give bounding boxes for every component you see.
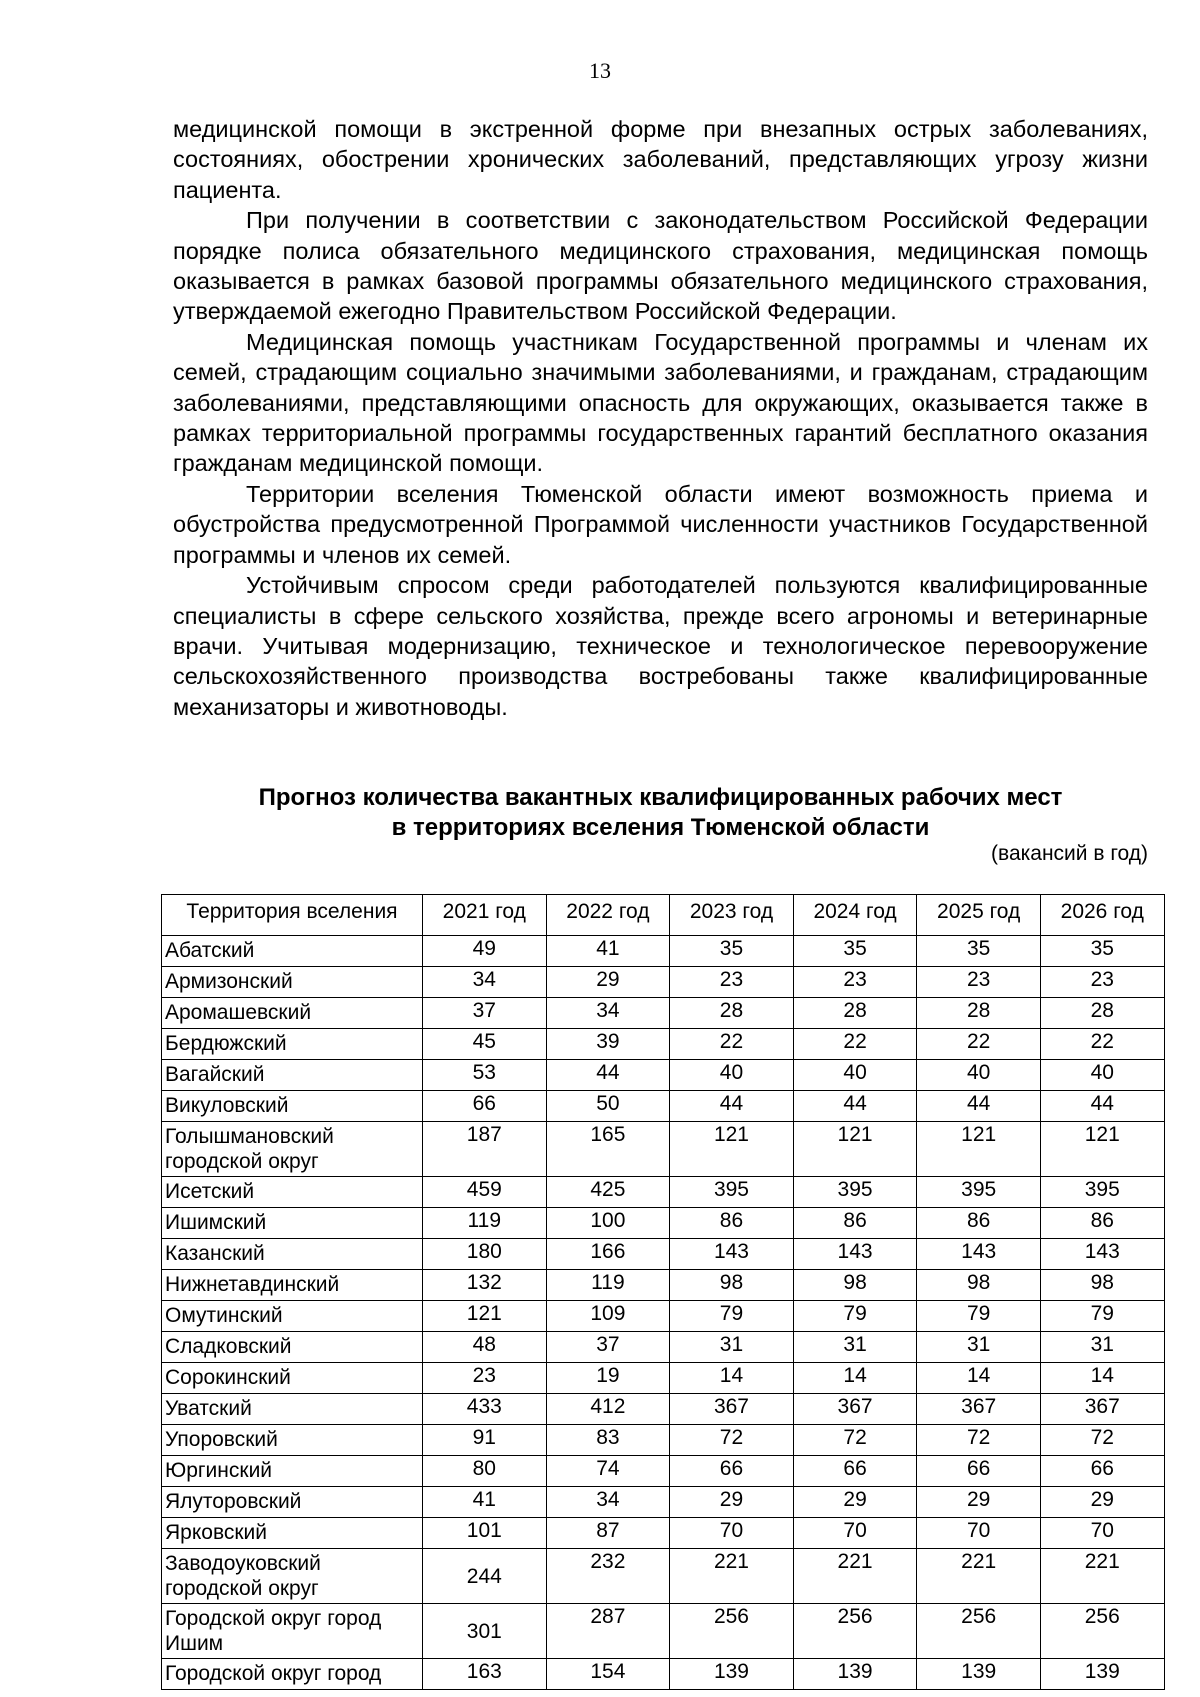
body-text bbox=[173, 114, 1148, 722]
territory-name-cell: Ишимский bbox=[162, 1208, 423, 1239]
vacancy-count-cell: 49 bbox=[423, 936, 547, 967]
territory-name-cell: Юргинский bbox=[162, 1456, 423, 1487]
territory-name-cell: Нижнетавдинский bbox=[162, 1270, 423, 1301]
table-row bbox=[162, 1208, 1165, 1239]
vacancy-count-cell: 48 bbox=[423, 1332, 547, 1363]
vacancy-count-cell: 40 bbox=[1040, 1060, 1164, 1091]
vacancy-count-cell: 41 bbox=[423, 1487, 547, 1518]
vacancy-count-cell: 23 bbox=[670, 967, 794, 998]
vacancy-count-cell: 14 bbox=[670, 1363, 794, 1394]
territory-name-cell: Бердюжский bbox=[162, 1029, 423, 1060]
vacancy-count-cell: 79 bbox=[793, 1301, 917, 1332]
vacancy-count-cell: 101 bbox=[423, 1518, 547, 1549]
paragraph: Устойчивым спросом среди работодателей пользуются квалифицированные специалисты в сфере сельского хозяйства, прежде всего агрономы и ветеринарные врачи. Учитывая модернизацию, техническое и технологическое перевооружение сельскохозяйственного производства востребованы также квалифицированные механизаторы и животноводы. bbox=[173, 572, 1148, 720]
column-header-year: 2024 год bbox=[793, 895, 917, 936]
page-number: 13 bbox=[589, 58, 611, 83]
territory-name-cell: Городской округ город Ишим bbox=[162, 1604, 423, 1659]
vacancy-count-cell: 256 bbox=[917, 1604, 1041, 1659]
vacancy-count-cell: 35 bbox=[917, 936, 1041, 967]
territory-name-cell: Сорокинский bbox=[162, 1363, 423, 1394]
table-row bbox=[162, 1270, 1165, 1301]
vacancy-count-cell: 28 bbox=[670, 998, 794, 1029]
vacancy-count-cell: 80 bbox=[423, 1456, 547, 1487]
vacancy-count-cell: 53 bbox=[423, 1060, 547, 1091]
vacancy-count-cell: 79 bbox=[917, 1301, 1041, 1332]
vacancy-count-cell: 39 bbox=[546, 1029, 670, 1060]
vacancy-count-cell: 34 bbox=[546, 998, 670, 1029]
table-header-row bbox=[162, 895, 1165, 936]
vacancy-count-cell: 86 bbox=[670, 1208, 794, 1239]
vacancy-count-cell: 66 bbox=[917, 1456, 1041, 1487]
vacancy-count-cell: 28 bbox=[793, 998, 917, 1029]
vacancy-count-cell: 29 bbox=[546, 967, 670, 998]
vacancy-count-cell: 244 bbox=[423, 1549, 547, 1604]
column-header-year: 2022 год bbox=[546, 895, 670, 936]
vacancy-count-cell: 72 bbox=[670, 1425, 794, 1456]
vacancy-count-cell: 100 bbox=[546, 1208, 670, 1239]
table-row bbox=[162, 1456, 1165, 1487]
table-title bbox=[173, 783, 1148, 843]
column-header-year: 2025 год bbox=[917, 895, 1041, 936]
territory-name-cell: Уватский bbox=[162, 1394, 423, 1425]
territory-name-cell: Вагайский bbox=[162, 1060, 423, 1091]
vacancy-count-cell: 72 bbox=[793, 1425, 917, 1456]
vacancy-count-cell: 143 bbox=[917, 1239, 1041, 1270]
table-row bbox=[162, 1659, 1165, 1690]
vacancy-count-cell: 367 bbox=[670, 1394, 794, 1425]
vacancy-count-cell: 23 bbox=[793, 967, 917, 998]
vacancy-count-cell: 70 bbox=[1040, 1518, 1164, 1549]
territory-name-cell: Ялуторовский bbox=[162, 1487, 423, 1518]
table-title-line: в территориях вселения Тюменской области bbox=[391, 814, 930, 841]
table-row bbox=[162, 1604, 1165, 1659]
vacancy-count-cell: 425 bbox=[546, 1177, 670, 1208]
vacancy-count-cell: 221 bbox=[1040, 1549, 1164, 1604]
vacancy-count-cell: 66 bbox=[1040, 1456, 1164, 1487]
vacancy-count-cell: 66 bbox=[423, 1091, 547, 1122]
vacancy-count-cell: 23 bbox=[423, 1363, 547, 1394]
vacancy-count-cell: 256 bbox=[670, 1604, 794, 1659]
territory-name-cell: Заводоуковский городской округ bbox=[162, 1549, 423, 1604]
vacancy-count-cell: 72 bbox=[1040, 1425, 1164, 1456]
column-header-year: 2026 год bbox=[1040, 895, 1164, 936]
vacancy-count-cell: 40 bbox=[670, 1060, 794, 1091]
vacancy-count-cell: 34 bbox=[546, 1487, 670, 1518]
vacancy-count-cell: 121 bbox=[1040, 1122, 1164, 1177]
vacancy-count-cell: 41 bbox=[546, 936, 670, 967]
vacancy-count-cell: 44 bbox=[1040, 1091, 1164, 1122]
table-row bbox=[162, 1363, 1165, 1394]
vacancy-count-cell: 29 bbox=[670, 1487, 794, 1518]
vacancy-count-cell: 37 bbox=[546, 1332, 670, 1363]
vacancy-count-cell: 256 bbox=[1040, 1604, 1164, 1659]
vacancy-count-cell: 139 bbox=[1040, 1659, 1164, 1690]
table-row bbox=[162, 1332, 1165, 1363]
vacancy-count-cell: 301 bbox=[423, 1604, 547, 1659]
vacancy-count-cell: 22 bbox=[793, 1029, 917, 1060]
territory-name-cell: Исетский bbox=[162, 1177, 423, 1208]
territory-name-cell: Сладковский bbox=[162, 1332, 423, 1363]
vacancy-count-cell: 28 bbox=[917, 998, 1041, 1029]
table-row bbox=[162, 1177, 1165, 1208]
vacancy-count-cell: 50 bbox=[546, 1091, 670, 1122]
vacancy-count-cell: 31 bbox=[670, 1332, 794, 1363]
vacancy-count-cell: 31 bbox=[917, 1332, 1041, 1363]
territory-name-cell: Ярковский bbox=[162, 1518, 423, 1549]
vacancy-count-cell: 143 bbox=[793, 1239, 917, 1270]
vacancy-count-cell: 35 bbox=[793, 936, 917, 967]
vacancy-count-cell: 367 bbox=[1040, 1394, 1164, 1425]
vacancy-count-cell: 40 bbox=[917, 1060, 1041, 1091]
vacancy-count-cell: 66 bbox=[670, 1456, 794, 1487]
vacancy-count-cell: 34 bbox=[423, 967, 547, 998]
vacancy-count-cell: 70 bbox=[917, 1518, 1041, 1549]
territory-name-cell: Городской округ город bbox=[162, 1659, 423, 1690]
territory-name-cell: Казанский bbox=[162, 1239, 423, 1270]
vacancy-count-cell: 187 bbox=[423, 1122, 547, 1177]
vacancy-count-cell: 256 bbox=[793, 1604, 917, 1659]
vacancy-count-cell: 395 bbox=[670, 1177, 794, 1208]
vacancy-count-cell: 221 bbox=[793, 1549, 917, 1604]
territory-name-cell: Армизонский bbox=[162, 967, 423, 998]
vacancy-count-cell: 74 bbox=[546, 1456, 670, 1487]
vacancy-count-cell: 31 bbox=[1040, 1332, 1164, 1363]
vacancy-count-cell: 221 bbox=[917, 1549, 1041, 1604]
vacancy-count-cell: 121 bbox=[917, 1122, 1041, 1177]
vacancy-count-cell: 287 bbox=[546, 1604, 670, 1659]
table-body bbox=[162, 936, 1165, 1690]
vacancy-count-cell: 45 bbox=[423, 1029, 547, 1060]
vacancy-count-cell: 98 bbox=[917, 1270, 1041, 1301]
column-header-year: 2021 год bbox=[423, 895, 547, 936]
vacancy-count-cell: 119 bbox=[423, 1208, 547, 1239]
vacancy-count-cell: 72 bbox=[917, 1425, 1041, 1456]
vacancy-count-cell: 44 bbox=[917, 1091, 1041, 1122]
territory-name-cell: Викуловский bbox=[162, 1091, 423, 1122]
vacancy-count-cell: 121 bbox=[670, 1122, 794, 1177]
vacancy-count-cell: 180 bbox=[423, 1239, 547, 1270]
column-header-year: 2023 год bbox=[670, 895, 794, 936]
paragraph: Территории вселения Тюменской области имеют возможность приема и обустройства предусмотренной Программой численности участников Государственной программы и членов их семей. bbox=[173, 480, 1148, 568]
vacancy-count-cell: 40 bbox=[793, 1060, 917, 1091]
table-row bbox=[162, 1122, 1165, 1177]
vacancy-count-cell: 14 bbox=[793, 1363, 917, 1394]
vacancy-count-cell: 87 bbox=[546, 1518, 670, 1549]
vacancy-count-cell: 232 bbox=[546, 1549, 670, 1604]
vacancy-count-cell: 139 bbox=[917, 1659, 1041, 1690]
vacancy-count-cell: 459 bbox=[423, 1177, 547, 1208]
table-row bbox=[162, 1239, 1165, 1270]
vacancy-count-cell: 14 bbox=[1040, 1363, 1164, 1394]
vacancy-count-cell: 44 bbox=[793, 1091, 917, 1122]
paragraph: медицинской помощи в экстренной форме при внезапных острых заболеваниях, состояниях, обострении хронических заболеваний, представляющих угрозу жизни пациента. bbox=[173, 116, 1148, 203]
vacancy-count-cell: 44 bbox=[546, 1060, 670, 1091]
table-row bbox=[162, 1487, 1165, 1518]
vacancy-count-cell: 98 bbox=[793, 1270, 917, 1301]
vacancy-count-cell: 35 bbox=[1040, 936, 1164, 967]
vacancy-count-cell: 22 bbox=[917, 1029, 1041, 1060]
vacancy-count-cell: 119 bbox=[546, 1270, 670, 1301]
vacancy-count-cell: 121 bbox=[423, 1301, 547, 1332]
territory-name-cell: Аромашевский bbox=[162, 998, 423, 1029]
table-row bbox=[162, 1091, 1165, 1122]
vacancy-count-cell: 14 bbox=[917, 1363, 1041, 1394]
vacancy-count-cell: 121 bbox=[793, 1122, 917, 1177]
table-row bbox=[162, 1549, 1165, 1604]
vacancy-count-cell: 86 bbox=[917, 1208, 1041, 1239]
vacancy-count-cell: 86 bbox=[1040, 1208, 1164, 1239]
table-row bbox=[162, 936, 1165, 967]
vacancy-count-cell: 412 bbox=[546, 1394, 670, 1425]
vacancy-count-cell: 367 bbox=[793, 1394, 917, 1425]
table-row bbox=[162, 967, 1165, 998]
vacancy-count-cell: 221 bbox=[670, 1549, 794, 1604]
vacancy-count-cell: 22 bbox=[1040, 1029, 1164, 1060]
vacancy-count-cell: 367 bbox=[917, 1394, 1041, 1425]
territory-name-cell: Абатский bbox=[162, 936, 423, 967]
territory-name-cell: Упоровский bbox=[162, 1425, 423, 1456]
vacancy-count-cell: 395 bbox=[793, 1177, 917, 1208]
column-header-territory: Территория вселения bbox=[162, 895, 423, 936]
vacancy-count-cell: 29 bbox=[793, 1487, 917, 1518]
vacancy-count-cell: 165 bbox=[546, 1122, 670, 1177]
table-row bbox=[162, 1394, 1165, 1425]
vacancy-count-cell: 163 bbox=[423, 1659, 547, 1690]
table-row bbox=[162, 1029, 1165, 1060]
vacancy-count-cell: 19 bbox=[546, 1363, 670, 1394]
vacancy-count-cell: 70 bbox=[793, 1518, 917, 1549]
vacancy-count-cell: 166 bbox=[546, 1239, 670, 1270]
vacancy-count-cell: 29 bbox=[917, 1487, 1041, 1518]
unit-note: (вакансий в год) bbox=[991, 842, 1148, 865]
table-row bbox=[162, 1301, 1165, 1332]
vacancy-count-cell: 109 bbox=[546, 1301, 670, 1332]
vacancy-count-cell: 143 bbox=[1040, 1239, 1164, 1270]
vacancy-count-cell: 79 bbox=[670, 1301, 794, 1332]
vacancy-count-cell: 23 bbox=[1040, 967, 1164, 998]
vacancy-count-cell: 66 bbox=[793, 1456, 917, 1487]
table-row bbox=[162, 1425, 1165, 1456]
table-row bbox=[162, 998, 1165, 1029]
vacancy-count-cell: 132 bbox=[423, 1270, 547, 1301]
vacancy-count-cell: 395 bbox=[917, 1177, 1041, 1208]
table-row bbox=[162, 1060, 1165, 1091]
vacancy-count-cell: 79 bbox=[1040, 1301, 1164, 1332]
vacancies-table bbox=[161, 894, 1165, 1690]
vacancy-count-cell: 31 bbox=[793, 1332, 917, 1363]
vacancy-count-cell: 37 bbox=[423, 998, 547, 1029]
paragraph: При получении в соответствии с законодательством Российской Федерации порядке полиса обязательного медицинского страхования, медицинская помощь оказывается в рамках базовой программы обязательного медицинского страхования, утверждаемой ежегодно Правительством Российской Федерации. bbox=[173, 207, 1148, 325]
vacancy-count-cell: 44 bbox=[670, 1091, 794, 1122]
vacancy-count-cell: 139 bbox=[670, 1659, 794, 1690]
territory-name-cell: Омутинский bbox=[162, 1301, 423, 1332]
vacancy-count-cell: 98 bbox=[670, 1270, 794, 1301]
vacancy-count-cell: 35 bbox=[670, 936, 794, 967]
vacancy-count-cell: 154 bbox=[546, 1659, 670, 1690]
vacancy-count-cell: 139 bbox=[793, 1659, 917, 1690]
table-row bbox=[162, 1518, 1165, 1549]
vacancy-count-cell: 83 bbox=[546, 1425, 670, 1456]
vacancy-count-cell: 98 bbox=[1040, 1270, 1164, 1301]
table-title-line: Прогноз количества вакантных квалифицированных рабочих мест bbox=[258, 784, 1063, 811]
vacancy-count-cell: 28 bbox=[1040, 998, 1164, 1029]
paragraph: Медицинская помощь участникам Государственной программы и членам их семей, страдающим социально значимыми заболеваниями, и гражданам, страдающим заболеваниями, представляющими опасность для окружающих, оказывается также в рамках территориальной программы государственных гарантий бесплатного оказания гражданам медицинской помощи. bbox=[173, 328, 1148, 477]
vacancy-count-cell: 91 bbox=[423, 1425, 547, 1456]
vacancy-count-cell: 433 bbox=[423, 1394, 547, 1425]
territory-name-cell: Голышмановский городской округ bbox=[162, 1122, 423, 1177]
vacancy-count-cell: 70 bbox=[670, 1518, 794, 1549]
vacancy-count-cell: 23 bbox=[917, 967, 1041, 998]
vacancy-count-cell: 22 bbox=[670, 1029, 794, 1060]
vacancy-count-cell: 86 bbox=[793, 1208, 917, 1239]
vacancy-count-cell: 395 bbox=[1040, 1177, 1164, 1208]
vacancy-count-cell: 29 bbox=[1040, 1487, 1164, 1518]
vacancy-count-cell: 143 bbox=[670, 1239, 794, 1270]
